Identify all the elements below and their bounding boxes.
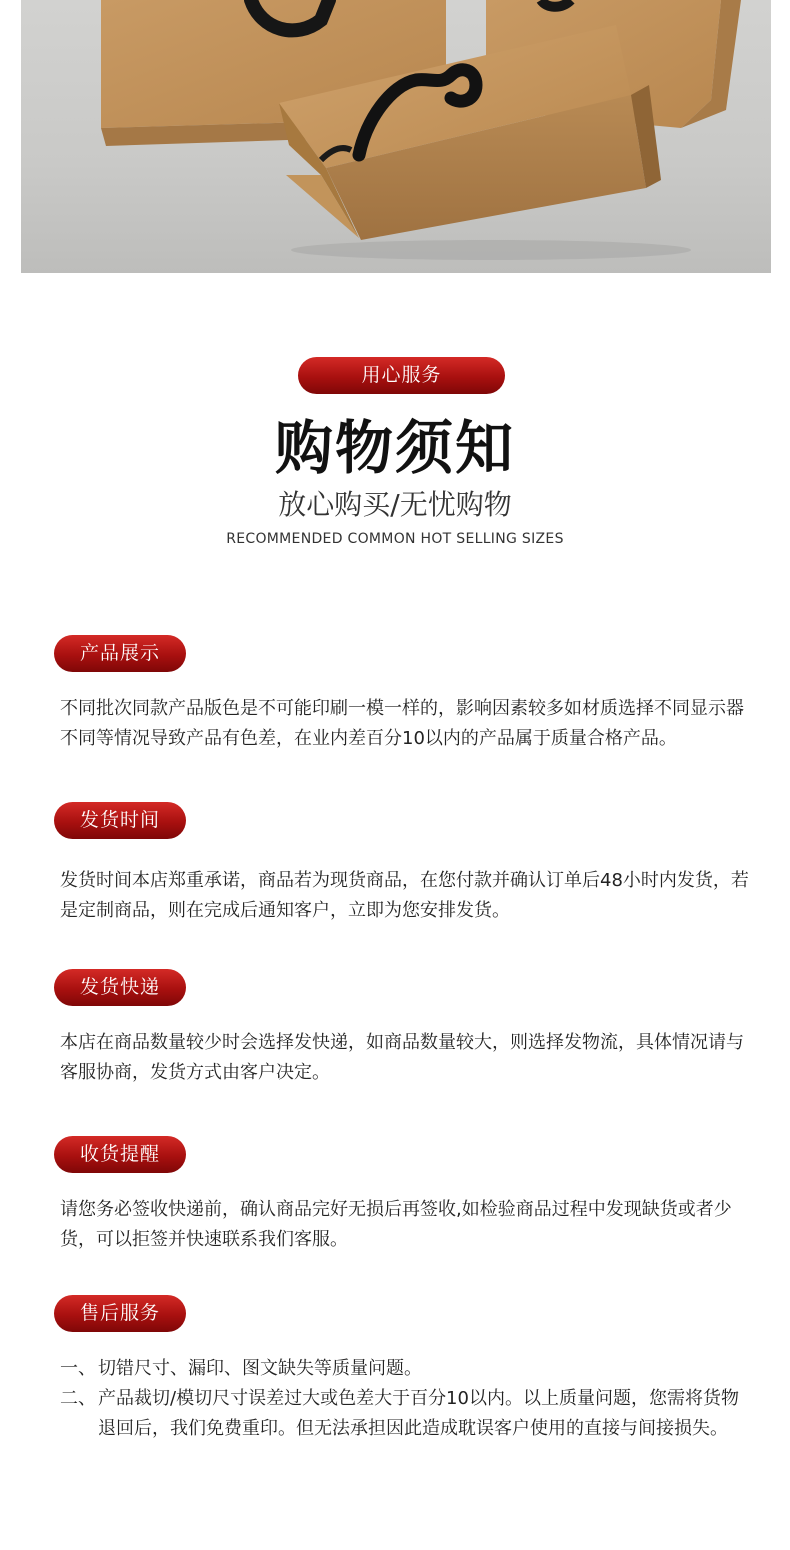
section-label-courier: 发货快递: [54, 969, 186, 1006]
list-item: [60, 1384, 755, 1444]
list-item: [60, 1354, 755, 1384]
after-sales-list: [60, 1354, 755, 1444]
list-item-text: 切错尺寸、漏印、图文缺失等质量问题。: [98, 1358, 422, 1379]
section-text-shipping-time: 发货时间本店郑重承诺，商品若为现货商品，在您付款并确认订单后48小时内发货，若是定制商品，则在完成后通知客户，立即为您安排发货。: [60, 870, 749, 921]
section-text-courier: 本店在商品数量较少时会选择发快递，如商品数量较大，则选择发物流，具体情况请与客服协商，发货方式由客户决定。: [60, 1032, 744, 1083]
section-label-receipt-reminder: 收货提醒: [54, 1136, 186, 1173]
english-caption: RECOMMENDED COMMON HOT SELLING SIZES: [226, 531, 564, 547]
list-item-number: 一、: [60, 1358, 96, 1379]
service-badge: 用心服务: [298, 357, 505, 394]
list-item-text: 产品裁切/模切尺寸误差过大或色差大于百分10以内。以上质量问题，您需将货物退回后，我们免费重印。但无法承担因此造成耽误客户使用的直接与间接损失。: [98, 1388, 739, 1439]
section-text-receipt-reminder: 请您务必签收快递前，确认商品完好无损后再签收,如检验商品过程中发现缺货或者少货，可以拒签并快速联系我们客服。: [60, 1199, 732, 1250]
section-label-shipping-time: 发货时间: [54, 802, 186, 839]
kraft-bag-photo: [21, 0, 771, 273]
section-text-product-display: 不同批次同款产品版色是不可能印刷一模一样的，影响因素较多如材质选择不同显示器不同等情况导致产品有色差，在业内差百分10以内的产品属于质量合格产品。: [60, 698, 744, 749]
kraft-bags-illustration: [21, 0, 771, 273]
list-item-number: 二、: [60, 1388, 96, 1409]
page-title: 购物须知: [274, 414, 515, 482]
section-label-product-display: 产品展示: [54, 635, 186, 672]
page-subtitle: 放心购买/无忧购物: [278, 488, 512, 521]
section-label-after-sales: 售后服务: [54, 1295, 186, 1332]
